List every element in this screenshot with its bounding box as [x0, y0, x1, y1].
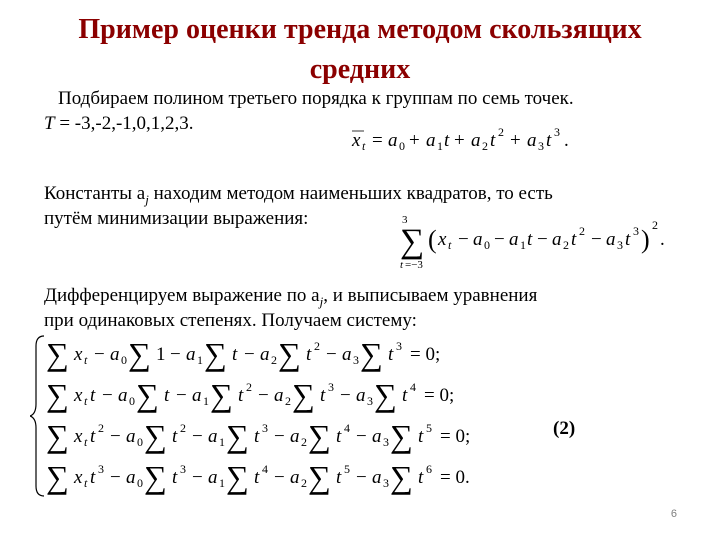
- svg-text:−: −: [176, 385, 187, 406]
- svg-text:−: −: [94, 344, 105, 365]
- title-line-1: Пример оценки тренда методом скользящих: [78, 14, 642, 45]
- svg-text:−: −: [192, 426, 203, 447]
- title-line-2: средних: [309, 54, 411, 85]
- svg-text:1: 1: [219, 435, 225, 449]
- svg-text:2: 2: [301, 476, 307, 490]
- svg-text:3: 3: [617, 238, 623, 252]
- svg-text:a: a: [356, 385, 366, 406]
- equation-system: [30, 332, 550, 507]
- svg-text:3: 3: [383, 476, 389, 490]
- svg-text:∑: ∑: [226, 418, 249, 454]
- svg-text:x: x: [74, 467, 83, 488]
- svg-text:+: +: [454, 130, 465, 151]
- svg-text:t: t: [625, 229, 631, 250]
- svg-text:a: a: [110, 344, 120, 365]
- svg-text:t: t: [254, 467, 260, 488]
- svg-text:∑: ∑: [46, 459, 69, 495]
- svg-text:1: 1: [219, 476, 225, 490]
- svg-text:t: t: [336, 467, 342, 488]
- svg-text:=: =: [372, 130, 383, 151]
- svg-text:t: t: [362, 139, 366, 153]
- svg-text:a: a: [208, 426, 218, 447]
- p3-text-a: Дифференцируем выражение по a: [44, 285, 320, 306]
- svg-text:t: t: [306, 344, 312, 365]
- svg-text:1: 1: [203, 394, 209, 408]
- svg-text:3: 3: [554, 125, 560, 139]
- svg-text:a: a: [606, 229, 616, 250]
- svg-text:= 0;: = 0;: [440, 426, 471, 447]
- paragraph-1-line-1: Подбираем полином третьего порядка к группам по семь точек.: [58, 88, 574, 109]
- svg-text:∑: ∑: [390, 459, 413, 495]
- svg-text:t: t: [90, 467, 96, 488]
- svg-text:x: x: [352, 130, 361, 151]
- p3-sub-j: j: [319, 293, 324, 309]
- minimization-formula-svg: [398, 212, 698, 274]
- svg-text:2: 2: [98, 421, 104, 435]
- svg-text:+: +: [510, 130, 521, 151]
- svg-text:−: −: [356, 426, 367, 447]
- svg-text:3: 3: [262, 421, 268, 435]
- svg-text:3: 3: [396, 339, 402, 353]
- svg-text:a: a: [192, 385, 202, 406]
- svg-text:a: a: [118, 385, 128, 406]
- svg-text:2: 2: [285, 394, 291, 408]
- svg-text:2: 2: [246, 380, 252, 394]
- svg-text:−: −: [340, 385, 351, 406]
- svg-text:−: −: [192, 467, 203, 488]
- svg-text:5: 5: [426, 421, 432, 435]
- svg-text:x: x: [438, 229, 447, 250]
- svg-text:4: 4: [262, 462, 268, 476]
- svg-text:1: 1: [197, 353, 203, 367]
- svg-text:3: 3: [383, 435, 389, 449]
- svg-text:5: 5: [344, 462, 350, 476]
- svg-text:∑: ∑: [292, 377, 315, 413]
- polynomial-formula: [350, 118, 600, 163]
- svg-text:−: −: [244, 344, 255, 365]
- svg-text:−: −: [326, 344, 337, 365]
- svg-text:2: 2: [563, 238, 569, 252]
- svg-text:t: t: [418, 426, 424, 447]
- svg-text:t: t: [448, 238, 452, 252]
- svg-text:t: t: [84, 476, 88, 490]
- svg-text:∑: ∑: [226, 459, 249, 495]
- svg-text:∑: ∑: [278, 336, 301, 372]
- svg-text:t: t: [418, 467, 424, 488]
- svg-text:t: t: [172, 426, 178, 447]
- svg-text:1: 1: [520, 238, 526, 252]
- svg-text:a: a: [126, 467, 136, 488]
- svg-text:3: 3: [353, 353, 359, 367]
- equation-2: [46, 377, 454, 413]
- svg-text:x: x: [74, 344, 83, 365]
- svg-text:∑: ∑: [204, 336, 227, 372]
- svg-text:−: −: [102, 385, 113, 406]
- svg-text:3: 3: [180, 462, 186, 476]
- minimization-formula: [398, 212, 698, 279]
- svg-text:t: t: [84, 394, 88, 408]
- svg-text:a: a: [126, 426, 136, 447]
- svg-text:+: +: [409, 130, 420, 151]
- svg-text:t: t: [90, 426, 96, 447]
- svg-text:t: t: [172, 467, 178, 488]
- svg-text:3: 3: [402, 214, 408, 226]
- svg-text:2: 2: [498, 125, 504, 139]
- svg-text:2: 2: [180, 421, 186, 435]
- svg-text:∑: ∑: [144, 418, 167, 454]
- svg-text:t: t: [320, 385, 326, 406]
- svg-text:2: 2: [579, 224, 585, 238]
- svg-text:6: 6: [426, 462, 432, 476]
- svg-text:−: −: [356, 467, 367, 488]
- svg-text:a: a: [208, 467, 218, 488]
- svg-text:t: t: [90, 385, 96, 406]
- equation-4: [46, 459, 470, 495]
- svg-text:x: x: [74, 385, 83, 406]
- svg-text:t: t: [84, 353, 88, 367]
- svg-text:−: −: [170, 344, 181, 365]
- svg-text:a: a: [552, 229, 562, 250]
- svg-text:3: 3: [98, 462, 104, 476]
- svg-text:0: 0: [137, 435, 143, 449]
- svg-text:a: a: [290, 467, 300, 488]
- svg-text:−: −: [110, 467, 121, 488]
- svg-text:a: a: [342, 344, 352, 365]
- svg-text:−: −: [458, 229, 469, 250]
- svg-text:t: t: [254, 426, 260, 447]
- svg-text:t: t: [388, 344, 394, 365]
- svg-text:0: 0: [484, 238, 490, 252]
- svg-text:): ): [641, 225, 650, 254]
- svg-text:.: .: [660, 229, 665, 250]
- svg-text:1: 1: [437, 139, 443, 153]
- svg-text:−: −: [537, 229, 548, 250]
- equation-system-svg: [30, 332, 550, 502]
- equation-3: [46, 418, 470, 454]
- svg-text:2: 2: [314, 339, 320, 353]
- svg-text:t: t: [84, 435, 88, 449]
- svg-text:2: 2: [652, 218, 658, 232]
- svg-text:4: 4: [410, 380, 416, 394]
- p2-text-b: находим методом наименьших квадратов, то есть: [148, 183, 553, 204]
- svg-text:a: a: [473, 229, 483, 250]
- svg-text:a: a: [260, 344, 270, 365]
- svg-text:2: 2: [482, 139, 488, 153]
- svg-text:−: −: [274, 467, 285, 488]
- paragraph-1-line-2: T = -3,-2,-1,0,1,2,3.: [44, 113, 194, 134]
- svg-text:a: a: [290, 426, 300, 447]
- svg-text:∑: ∑: [308, 459, 331, 495]
- svg-text:∑: ∑: [360, 336, 383, 372]
- svg-text:a: a: [509, 229, 519, 250]
- p2-text-a: Константы a: [44, 183, 146, 204]
- svg-text:t: t: [232, 344, 238, 365]
- svg-text:a: a: [388, 130, 398, 151]
- svg-text:t: t: [571, 229, 577, 250]
- svg-text:∑: ∑: [390, 418, 413, 454]
- svg-text:t: t: [444, 130, 450, 151]
- svg-text:2: 2: [301, 435, 307, 449]
- svg-text:a: a: [274, 385, 284, 406]
- svg-text:3: 3: [328, 380, 334, 394]
- svg-text:t: t: [238, 385, 244, 406]
- svg-text:0: 0: [129, 394, 135, 408]
- svg-text:x: x: [74, 426, 83, 447]
- svg-text:a: a: [372, 467, 382, 488]
- equation-1: [46, 336, 440, 372]
- svg-text:= 0;: = 0;: [424, 385, 455, 406]
- svg-text:= 0.: = 0.: [440, 467, 470, 488]
- svg-text:a: a: [426, 130, 436, 151]
- svg-text:4: 4: [344, 421, 350, 435]
- svg-text:∑: ∑: [210, 377, 233, 413]
- svg-text:0: 0: [399, 139, 405, 153]
- system-label: (2): [553, 418, 576, 439]
- svg-text:−: −: [494, 229, 505, 250]
- svg-text:∑: ∑: [374, 377, 397, 413]
- svg-text:−: −: [110, 426, 121, 447]
- svg-text:3: 3: [367, 394, 373, 408]
- svg-text:∑: ∑: [308, 418, 331, 454]
- svg-text:a: a: [527, 130, 537, 151]
- svg-text:t: t: [400, 259, 404, 271]
- svg-text:∑: ∑: [46, 377, 69, 413]
- slide-title: [0, 10, 720, 90]
- svg-text:−: −: [274, 426, 285, 447]
- paragraph-2-line-2: путём минимизации выражения:: [44, 208, 309, 229]
- svg-text:−: −: [591, 229, 602, 250]
- svg-text:=−3: =−3: [405, 259, 423, 271]
- paragraph-3-line-2: при одинаковых степенях. Получаем систему:: [44, 310, 417, 331]
- p3-text-b: , и выписываем уравнения: [323, 285, 538, 306]
- svg-text:1: 1: [156, 344, 166, 365]
- svg-text:t: t: [164, 385, 170, 406]
- t-values-display: = -3,-2,-1,0,1,2,3.: [54, 113, 194, 134]
- svg-text:= 0;: = 0;: [410, 344, 441, 365]
- svg-text:(: (: [428, 225, 437, 254]
- svg-text:−: −: [258, 385, 269, 406]
- svg-text:∑: ∑: [144, 459, 167, 495]
- svg-text:∑: ∑: [46, 418, 69, 454]
- svg-text:a: a: [372, 426, 382, 447]
- svg-text:∑: ∑: [400, 223, 425, 260]
- svg-text:a: a: [186, 344, 196, 365]
- svg-text:t: t: [490, 130, 496, 151]
- svg-text:∑: ∑: [128, 336, 151, 372]
- svg-text:t: t: [546, 130, 552, 151]
- slide-number: 6: [670, 508, 677, 520]
- svg-text:a: a: [471, 130, 481, 151]
- svg-text:.: .: [564, 130, 569, 151]
- polynomial-formula-svg: [350, 118, 600, 158]
- svg-text:2: 2: [271, 353, 277, 367]
- svg-text:t: t: [336, 426, 342, 447]
- svg-text:0: 0: [121, 353, 127, 367]
- svg-text:∑: ∑: [136, 377, 159, 413]
- svg-text:∑: ∑: [46, 336, 69, 372]
- svg-text:t: t: [402, 385, 408, 406]
- svg-text:t: t: [527, 229, 533, 250]
- p2-sub-j: j: [145, 191, 149, 207]
- svg-text:3: 3: [633, 224, 639, 238]
- svg-text:0: 0: [137, 476, 143, 490]
- svg-text:3: 3: [538, 139, 544, 153]
